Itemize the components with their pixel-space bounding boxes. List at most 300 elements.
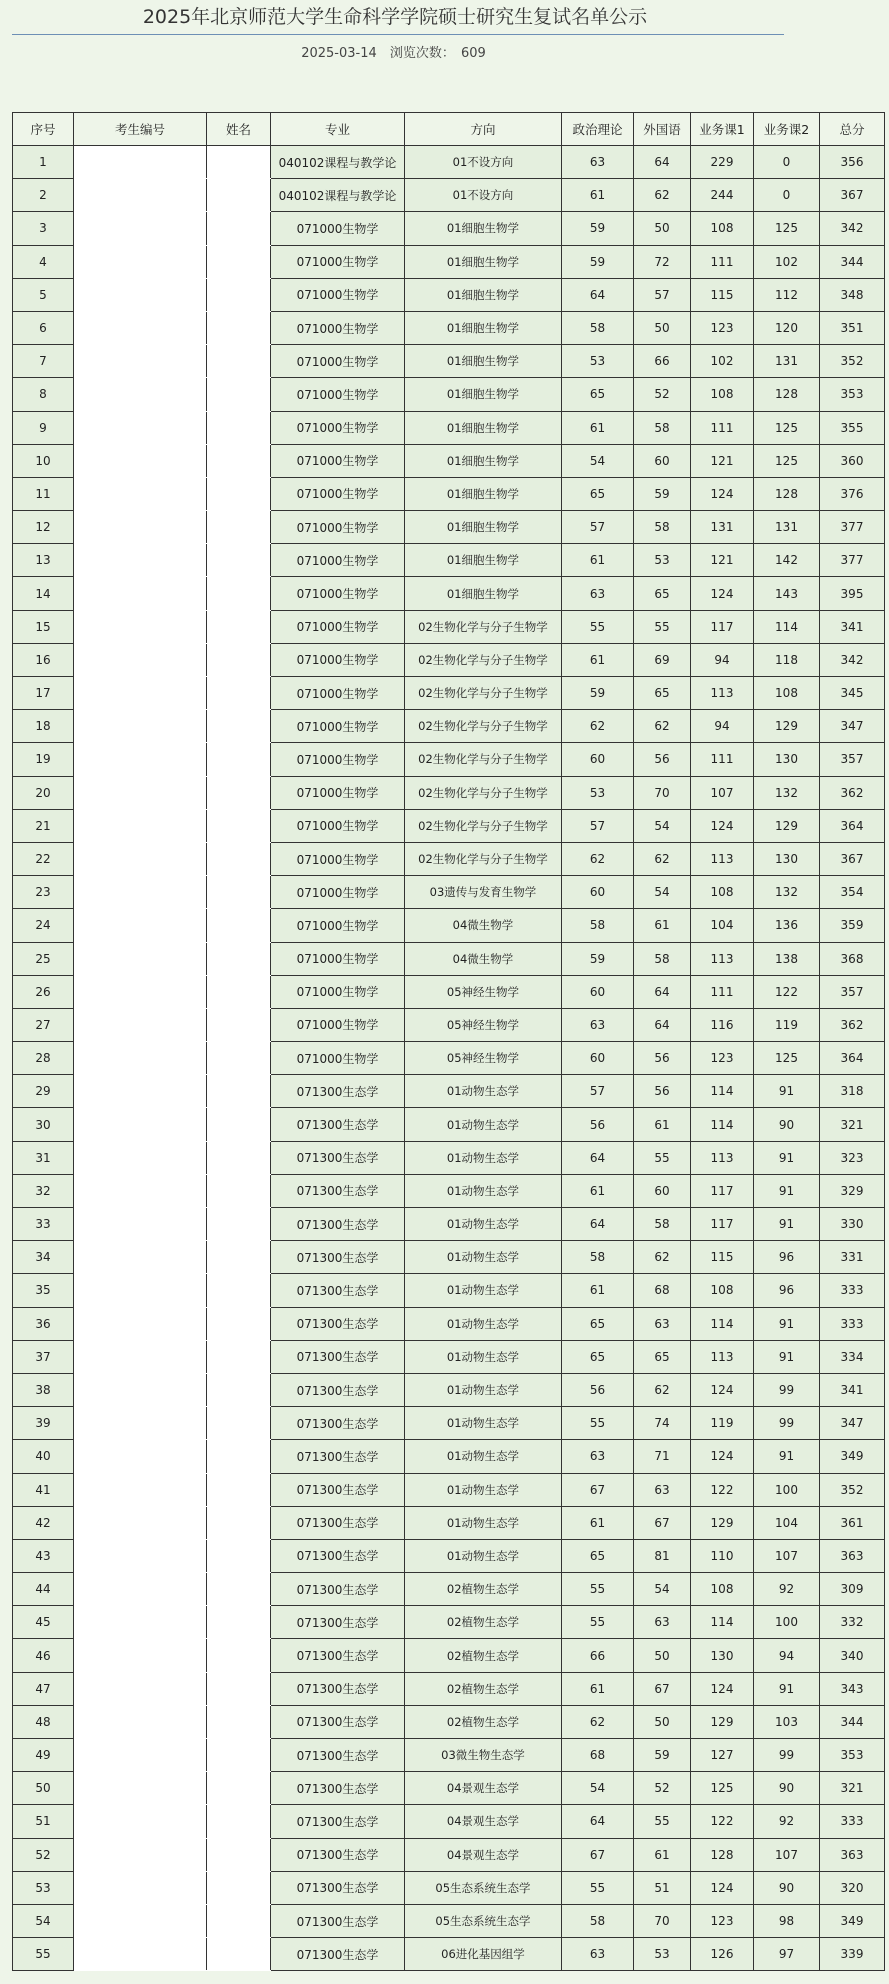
cell-politics: 64 (562, 1805, 634, 1838)
cell-index: 2 (13, 179, 74, 212)
cell-candidate-id (74, 311, 207, 344)
cell-candidate-id (74, 1672, 207, 1705)
table-row (13, 1174, 885, 1207)
table-row (13, 577, 885, 610)
cell-subject-1: 111 (691, 975, 754, 1008)
cell-candidate-id (74, 1373, 207, 1406)
cell-subject-2: 142 (754, 544, 820, 577)
cell-total: 323 (820, 1141, 885, 1174)
column-header-name: 姓名 (207, 113, 271, 146)
cell-foreign-language: 61 (634, 1838, 691, 1871)
column-header-major: 专业 (271, 113, 405, 146)
cell-politics: 61 (562, 1274, 634, 1307)
cell-subject-2: 92 (754, 1573, 820, 1606)
table-row (13, 876, 885, 909)
cell-name (207, 1904, 271, 1937)
table-row (13, 1539, 885, 1572)
publish-date: 2025-03-14 (301, 46, 377, 61)
cell-major: 071300生态学 (271, 1108, 405, 1141)
cell-subject-1: 108 (691, 1274, 754, 1307)
cell-name (207, 1606, 271, 1639)
column-header-index: 序号 (13, 113, 74, 146)
cell-subject-1: 94 (691, 710, 754, 743)
cell-candidate-id (74, 743, 207, 776)
cell-subject-2: 136 (754, 909, 820, 942)
cell-subject-2: 96 (754, 1241, 820, 1274)
cell-total: 333 (820, 1307, 885, 1340)
cell-candidate-id (74, 1904, 207, 1937)
table-row (13, 1373, 885, 1406)
cell-candidate-id (74, 876, 207, 909)
cell-index: 12 (13, 511, 74, 544)
cell-name (207, 876, 271, 909)
cell-politics: 55 (562, 610, 634, 643)
cell-subject-2: 90 (754, 1108, 820, 1141)
cell-foreign-language: 52 (634, 378, 691, 411)
table-row (13, 1705, 885, 1738)
cell-subject-2: 125 (754, 1042, 820, 1075)
cell-total: 320 (820, 1871, 885, 1904)
cell-index: 42 (13, 1506, 74, 1539)
cell-politics: 67 (562, 1838, 634, 1871)
cell-politics: 60 (562, 975, 634, 1008)
cell-subject-1: 113 (691, 942, 754, 975)
cell-major: 071000生物学 (271, 311, 405, 344)
cell-foreign-language: 67 (634, 1506, 691, 1539)
cell-index: 30 (13, 1108, 74, 1141)
cell-total: 333 (820, 1274, 885, 1307)
cell-direction: 02植物生态学 (405, 1606, 562, 1639)
cell-subject-2: 128 (754, 378, 820, 411)
cell-politics: 59 (562, 942, 634, 975)
cell-candidate-id (74, 1539, 207, 1572)
cell-politics: 55 (562, 1407, 634, 1440)
cell-politics: 53 (562, 776, 634, 809)
cell-name (207, 743, 271, 776)
cell-index: 47 (13, 1672, 74, 1705)
cell-foreign-language: 58 (634, 942, 691, 975)
cell-direction: 03遗传与发育生物学 (405, 876, 562, 909)
cell-major: 071000生物学 (271, 876, 405, 909)
cell-candidate-id (74, 1208, 207, 1241)
cell-subject-1: 229 (691, 146, 754, 179)
cell-foreign-language: 55 (634, 1141, 691, 1174)
cell-foreign-language: 64 (634, 146, 691, 179)
cell-foreign-language: 67 (634, 1672, 691, 1705)
cell-politics: 60 (562, 1042, 634, 1075)
cell-subject-2: 107 (754, 1838, 820, 1871)
cell-direction: 01动物生态学 (405, 1506, 562, 1539)
cell-total: 341 (820, 1373, 885, 1406)
cell-index: 50 (13, 1772, 74, 1805)
candidate-table (12, 112, 885, 1971)
cell-direction: 01细胞生物学 (405, 378, 562, 411)
cell-total: 334 (820, 1340, 885, 1373)
cell-index: 34 (13, 1241, 74, 1274)
cell-name (207, 444, 271, 477)
cell-name (207, 1739, 271, 1772)
cell-direction: 01动物生态学 (405, 1274, 562, 1307)
cell-name (207, 577, 271, 610)
cell-direction: 02生物化学与分子生物学 (405, 743, 562, 776)
cell-name (207, 378, 271, 411)
cell-candidate-id (74, 1340, 207, 1373)
cell-index: 6 (13, 311, 74, 344)
cell-name (207, 909, 271, 942)
cell-total: 356 (820, 146, 885, 179)
cell-name (207, 1108, 271, 1141)
cell-total: 330 (820, 1208, 885, 1241)
cell-index: 31 (13, 1141, 74, 1174)
cell-politics: 63 (562, 1938, 634, 1971)
cell-candidate-id (74, 1174, 207, 1207)
cell-direction: 01细胞生物学 (405, 245, 562, 278)
table-row (13, 1407, 885, 1440)
cell-politics: 62 (562, 1705, 634, 1738)
cell-name (207, 411, 271, 444)
cell-index: 49 (13, 1739, 74, 1772)
cell-subject-2: 99 (754, 1373, 820, 1406)
cell-foreign-language: 72 (634, 245, 691, 278)
cell-candidate-id (74, 909, 207, 942)
table-row (13, 511, 885, 544)
cell-foreign-language: 65 (634, 1340, 691, 1373)
cell-direction: 01动物生态学 (405, 1307, 562, 1340)
cell-direction: 01动物生态学 (405, 1241, 562, 1274)
cell-foreign-language: 62 (634, 1373, 691, 1406)
cell-major: 071300生态学 (271, 1938, 405, 1971)
cell-foreign-language: 50 (634, 311, 691, 344)
cell-subject-1: 117 (691, 1208, 754, 1241)
cell-total: 344 (820, 1705, 885, 1738)
table-row (13, 942, 885, 975)
cell-foreign-language: 53 (634, 1938, 691, 1971)
cell-foreign-language: 58 (634, 511, 691, 544)
cell-candidate-id (74, 477, 207, 510)
cell-direction: 01细胞生物学 (405, 345, 562, 378)
cell-candidate-id (74, 942, 207, 975)
table-row (13, 1904, 885, 1937)
cell-subject-2: 98 (754, 1904, 820, 1937)
cell-total: 352 (820, 345, 885, 378)
cell-index: 28 (13, 1042, 74, 1075)
cell-subject-1: 131 (691, 511, 754, 544)
cell-direction: 01细胞生物学 (405, 212, 562, 245)
cell-name (207, 1838, 271, 1871)
cell-name (207, 1440, 271, 1473)
cell-subject-2: 130 (754, 743, 820, 776)
cell-politics: 61 (562, 1506, 634, 1539)
cell-direction: 01动物生态学 (405, 1340, 562, 1373)
cell-index: 9 (13, 411, 74, 444)
cell-candidate-id (74, 710, 207, 743)
cell-subject-1: 117 (691, 610, 754, 643)
table-row (13, 278, 885, 311)
cell-total: 359 (820, 909, 885, 942)
cell-candidate-id (74, 544, 207, 577)
cell-foreign-language: 60 (634, 1174, 691, 1207)
cell-candidate-id (74, 345, 207, 378)
cell-foreign-language: 66 (634, 345, 691, 378)
cell-name (207, 1539, 271, 1572)
cell-major: 071000生物学 (271, 378, 405, 411)
cell-subject-1: 122 (691, 1805, 754, 1838)
cell-major: 071300生态学 (271, 1440, 405, 1473)
cell-index: 36 (13, 1307, 74, 1340)
table-row (13, 1506, 885, 1539)
cell-politics: 57 (562, 1075, 634, 1108)
cell-major: 071000生物学 (271, 677, 405, 710)
cell-subject-2: 94 (754, 1639, 820, 1672)
cell-foreign-language: 69 (634, 643, 691, 676)
table-row (13, 1871, 885, 1904)
cell-name (207, 1473, 271, 1506)
cell-index: 33 (13, 1208, 74, 1241)
cell-politics: 54 (562, 444, 634, 477)
column-header-total: 总分 (820, 113, 885, 146)
cell-index: 45 (13, 1606, 74, 1639)
cell-subject-2: 131 (754, 511, 820, 544)
table-row (13, 776, 885, 809)
cell-major: 071000生物学 (271, 610, 405, 643)
cell-index: 5 (13, 278, 74, 311)
cell-candidate-id (74, 1407, 207, 1440)
cell-politics: 61 (562, 1672, 634, 1705)
cell-direction: 02植物生态学 (405, 1573, 562, 1606)
cell-total: 321 (820, 1772, 885, 1805)
table-row (13, 1108, 885, 1141)
cell-total: 351 (820, 311, 885, 344)
cell-subject-1: 113 (691, 677, 754, 710)
cell-direction: 02生物化学与分子生物学 (405, 610, 562, 643)
cell-major: 071300生态学 (271, 1075, 405, 1108)
cell-major: 071000生物学 (271, 544, 405, 577)
cell-foreign-language: 56 (634, 1042, 691, 1075)
cell-subject-1: 129 (691, 1506, 754, 1539)
cell-index: 51 (13, 1805, 74, 1838)
cell-candidate-id (74, 278, 207, 311)
cell-foreign-language: 62 (634, 1241, 691, 1274)
cell-subject-1: 114 (691, 1108, 754, 1141)
cell-candidate-id (74, 1838, 207, 1871)
cell-index: 29 (13, 1075, 74, 1108)
cell-foreign-language: 61 (634, 1108, 691, 1141)
cell-subject-2: 125 (754, 444, 820, 477)
cell-index: 41 (13, 1473, 74, 1506)
cell-subject-2: 0 (754, 179, 820, 212)
column-header-subject-2: 业务课2 (754, 113, 820, 146)
cell-candidate-id (74, 1871, 207, 1904)
cell-foreign-language: 62 (634, 842, 691, 875)
cell-name (207, 311, 271, 344)
cell-direction: 04景观生态学 (405, 1772, 562, 1805)
cell-candidate-id (74, 610, 207, 643)
cell-direction: 01动物生态学 (405, 1174, 562, 1207)
cell-major: 071300生态学 (271, 1208, 405, 1241)
cell-major: 071300生态学 (271, 1904, 405, 1937)
cell-candidate-id (74, 1075, 207, 1108)
cell-index: 53 (13, 1871, 74, 1904)
cell-politics: 63 (562, 146, 634, 179)
cell-total: 367 (820, 842, 885, 875)
cell-index: 43 (13, 1539, 74, 1572)
cell-politics: 55 (562, 1606, 634, 1639)
cell-politics: 60 (562, 876, 634, 909)
cell-major: 040102课程与教学论 (271, 179, 405, 212)
cell-total: 357 (820, 743, 885, 776)
cell-direction: 01动物生态学 (405, 1108, 562, 1141)
cell-major: 071300生态学 (271, 1506, 405, 1539)
cell-subject-1: 113 (691, 842, 754, 875)
cell-name (207, 1340, 271, 1373)
cell-total: 377 (820, 511, 885, 544)
table-row (13, 311, 885, 344)
cell-name (207, 1373, 271, 1406)
cell-politics: 65 (562, 1539, 634, 1572)
cell-major: 071300生态学 (271, 1141, 405, 1174)
cell-major: 071300生态学 (271, 1838, 405, 1871)
cell-subject-1: 104 (691, 909, 754, 942)
cell-name (207, 842, 271, 875)
cell-name (207, 1805, 271, 1838)
table-row (13, 411, 885, 444)
cell-subject-2: 104 (754, 1506, 820, 1539)
cell-subject-2: 130 (754, 842, 820, 875)
cell-direction: 04微生物学 (405, 942, 562, 975)
cell-subject-2: 100 (754, 1473, 820, 1506)
cell-total: 321 (820, 1108, 885, 1141)
cell-politics: 58 (562, 909, 634, 942)
cell-candidate-id (74, 1506, 207, 1539)
cell-direction: 01动物生态学 (405, 1373, 562, 1406)
cell-subject-2: 91 (754, 1307, 820, 1340)
cell-index: 22 (13, 842, 74, 875)
cell-subject-2: 132 (754, 776, 820, 809)
cell-major: 071000生物学 (271, 1042, 405, 1075)
cell-total: 348 (820, 278, 885, 311)
cell-name (207, 1174, 271, 1207)
table-row (13, 1606, 885, 1639)
cell-total: 367 (820, 179, 885, 212)
cell-index: 52 (13, 1838, 74, 1871)
cell-subject-2: 128 (754, 477, 820, 510)
cell-politics: 58 (562, 1241, 634, 1274)
cell-name (207, 179, 271, 212)
table-row (13, 1307, 885, 1340)
cell-direction: 04景观生态学 (405, 1805, 562, 1838)
table-row (13, 146, 885, 179)
cell-name (207, 146, 271, 179)
table-row (13, 345, 885, 378)
cell-direction: 01动物生态学 (405, 1208, 562, 1241)
cell-direction: 02植物生态学 (405, 1672, 562, 1705)
cell-politics: 57 (562, 809, 634, 842)
cell-total: 331 (820, 1241, 885, 1274)
cell-name (207, 477, 271, 510)
cell-major: 071000生物学 (271, 909, 405, 942)
cell-direction: 01细胞生物学 (405, 444, 562, 477)
cell-subject-2: 143 (754, 577, 820, 610)
cell-direction: 01细胞生物学 (405, 477, 562, 510)
cell-politics: 65 (562, 1340, 634, 1373)
cell-foreign-language: 65 (634, 577, 691, 610)
cell-subject-1: 108 (691, 876, 754, 909)
cell-foreign-language: 71 (634, 1440, 691, 1473)
cell-total: 353 (820, 378, 885, 411)
cell-candidate-id (74, 577, 207, 610)
cell-foreign-language: 54 (634, 1573, 691, 1606)
table-row (13, 1805, 885, 1838)
cell-politics: 63 (562, 1008, 634, 1041)
table-row (13, 975, 885, 1008)
cell-index: 40 (13, 1440, 74, 1473)
cell-subject-1: 124 (691, 1373, 754, 1406)
cell-politics: 59 (562, 677, 634, 710)
cell-major: 071300生态学 (271, 1473, 405, 1506)
cell-index: 10 (13, 444, 74, 477)
cell-subject-2: 91 (754, 1672, 820, 1705)
cell-name (207, 1772, 271, 1805)
cell-subject-2: 90 (754, 1772, 820, 1805)
cell-foreign-language: 65 (634, 677, 691, 710)
cell-index: 37 (13, 1340, 74, 1373)
cell-politics: 58 (562, 1904, 634, 1937)
cell-foreign-language: 54 (634, 876, 691, 909)
cell-foreign-language: 62 (634, 179, 691, 212)
cell-candidate-id (74, 1307, 207, 1340)
column-header-candidate-id: 考生编号 (74, 113, 207, 146)
cell-major: 071000生物学 (271, 477, 405, 510)
cell-total: 340 (820, 1639, 885, 1672)
cell-subject-1: 111 (691, 743, 754, 776)
cell-total: 360 (820, 444, 885, 477)
cell-candidate-id (74, 179, 207, 212)
cell-major: 071000生物学 (271, 577, 405, 610)
cell-subject-2: 99 (754, 1407, 820, 1440)
cell-direction: 01不设方向 (405, 146, 562, 179)
cell-direction: 01动物生态学 (405, 1473, 562, 1506)
cell-foreign-language: 56 (634, 743, 691, 776)
cell-total: 353 (820, 1739, 885, 1772)
cell-major: 071300生态学 (271, 1805, 405, 1838)
cell-subject-1: 128 (691, 1838, 754, 1871)
cell-subject-1: 115 (691, 1241, 754, 1274)
cell-foreign-language: 63 (634, 1473, 691, 1506)
cell-total: 349 (820, 1440, 885, 1473)
cell-total: 352 (820, 1473, 885, 1506)
cell-major: 071000生物学 (271, 444, 405, 477)
cell-name (207, 1506, 271, 1539)
cell-subject-2: 125 (754, 212, 820, 245)
cell-politics: 64 (562, 1208, 634, 1241)
cell-candidate-id (74, 1042, 207, 1075)
cell-subject-2: 108 (754, 677, 820, 710)
cell-name (207, 511, 271, 544)
cell-candidate-id (74, 444, 207, 477)
cell-subject-1: 126 (691, 1938, 754, 1971)
table-row (13, 378, 885, 411)
cell-major: 071000生物学 (271, 245, 405, 278)
cell-candidate-id (74, 975, 207, 1008)
table-row (13, 1440, 885, 1473)
cell-foreign-language: 58 (634, 1208, 691, 1241)
cell-direction: 01动物生态学 (405, 1075, 562, 1108)
cell-politics: 68 (562, 1739, 634, 1772)
cell-foreign-language: 57 (634, 278, 691, 311)
cell-major: 071300生态学 (271, 1241, 405, 1274)
cell-subject-2: 122 (754, 975, 820, 1008)
cell-politics: 64 (562, 1141, 634, 1174)
